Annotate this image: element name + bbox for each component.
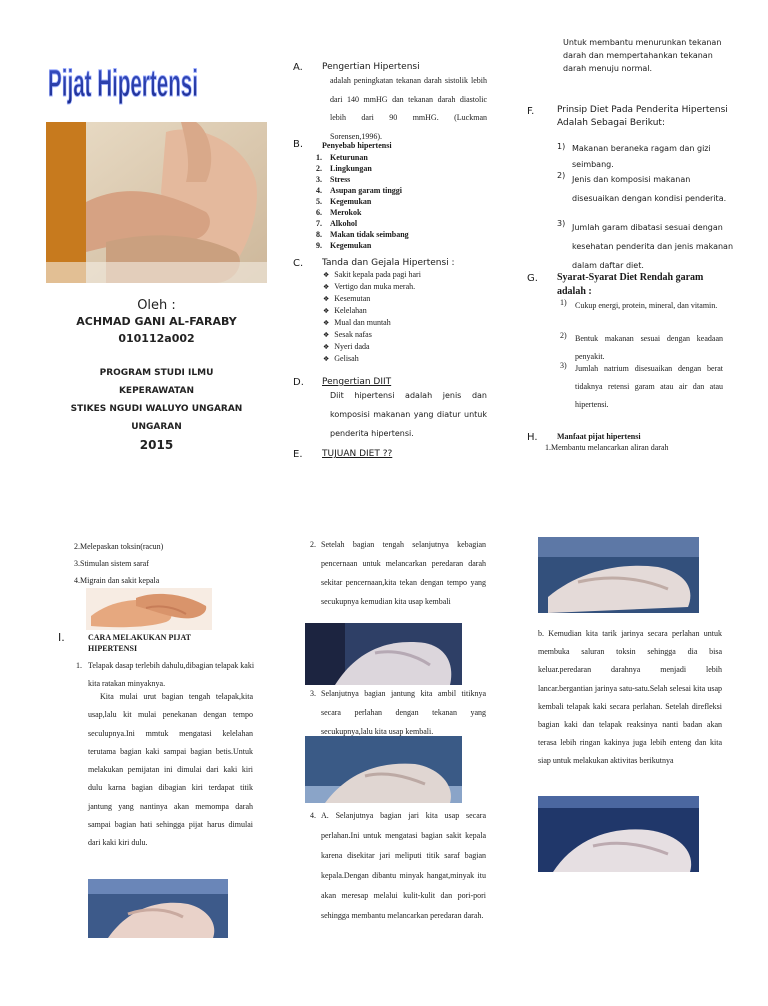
foot-photo-4 (538, 537, 699, 613)
list-item: 6. Merokok (316, 208, 362, 217)
oleh-label: Oleh : (137, 298, 176, 313)
list-item: 2) Bentuk makanan sesuai dengan keadaan penyakit. (560, 331, 723, 361)
list-item: 9. Kegemukan (316, 241, 372, 250)
list-item: 1) Cukup energi, protein, mineral, dan vitamin. (560, 298, 718, 310)
foot-photo-3 (305, 736, 462, 803)
list-item: ❖ Sakit kepala pada pagi hari (323, 269, 493, 281)
massage-step-b: b. Kemudian kita tarik jarinya secara perlahan untuk membuka saluran toksin sehingga dia bisa keluar.peredaran darahnya menjadi lebih lancar.bergantian jarinya satu-satu.Selah selesai kita usap kembali telapak kaki secara perlahan. Setelah direfleksi bagian kaki dan telapak reaksinya nanti badan akan terasa lebih ringan kakinya juga lebih enteng dan kita siap untuk melakukan aktivitas berikutnya (538, 629, 722, 766)
school-line1: STIKES NGUDI WALUYO UNGARAN (70, 404, 243, 414)
hand-massage-photo (86, 588, 212, 630)
section-d-heading: Pengertian DIIT (322, 377, 392, 387)
author-name: ACHMAD GANI AL-FARABY (76, 315, 237, 328)
list-item: 2) Jenis dan komposisi makanan disesuaikan dengan kondisi penderita. (557, 171, 727, 203)
list-item: ❖ Kelelahan (323, 305, 493, 317)
section-b-letter: B. (293, 139, 304, 150)
massage-step-1: 1. Telapak dasap terlebih dahulu,dibagian telapak kaki kita ratakan minyaknya. (76, 661, 255, 688)
section-e-letter: E. (293, 449, 303, 460)
list-item: 4. Asupan garam tinggi (316, 186, 403, 195)
benefit-item-1: 1.Membantu melancarkan aliran darah (545, 443, 669, 452)
cause-list (316, 152, 476, 251)
section-f-heading: Prinsip Diet Pada Penderita Hipertensi Adalah Sebagai Berikut: (557, 105, 728, 128)
author-nim: 010112a002 (118, 332, 195, 345)
symptom-list (323, 269, 493, 365)
list-item: ❖ Mual dan muntah (323, 317, 493, 329)
massage-step-4: 4. A. Selanjutnya bagian jari kita usap secara perlahan.Ini untuk mengatasi bagian sakit kepala karena disekitar jari meliputi titik saraf bagian kepala.Dengan dibantu minyak hangat,minyak itu akan meresap melalui kulit-kulit dan pori-pori sehingga membantu melancarkan peredaran darah. (310, 811, 486, 920)
section-i-letter: I. (58, 631, 65, 644)
list-item: ❖ Sesak nafas (323, 329, 493, 341)
program-line1: PROGRAM STUDI ILMU (99, 368, 214, 378)
massage-step-1-text: Kita mulai urut bagian tengah telapak,kita usap,lalu kit mulai penekanan dengan tempo seculupnya.Ini mmtuk mengatasi kelelahan terutama bagian kaki sampai bagian betis.Untuk melakukan pemijatan ini dimulai dari kaki kiri dulu karna bagian dibagian kiri terdapat titik jantung yang nantinya akan memompa darah sampai bagian hati sehingga pijat harus dimulai dari kaki kiri dulu. (88, 692, 253, 848)
section-a-text: adalah peningkatan tekanan darah sistolik lebih dari 140 mmHG dan tekanan darah diastolic lebih dari 90 mmHG. (Luckman Sorensen,1996). (330, 76, 487, 141)
foot-photo-2 (305, 623, 462, 685)
list-item: 3) Jumlah natrium disesuaikan dengan berat tidaknya retensi garam atau air dan atau hipertensi. (560, 361, 723, 409)
section-a-letter: A. (293, 62, 303, 73)
list-item: 2. Lingkungan (316, 164, 372, 173)
massage-step-2: 2. Setelah bagian tengah selanjutnya kebagian pencernaan untuk melancarkan peredaran darah sekitar pencernaan,kita tekan dengan tempo yang secukupnya kemudian kita usap kembali (310, 540, 486, 606)
list-item: 2.Melepaskan toksin(racun) (74, 542, 164, 551)
section-d-letter: D. (293, 377, 304, 388)
school-line2: UNGARAN (131, 422, 182, 432)
list-item: 3) Jumlah garam dibatasi sesuai dengan kesehatan penderita dan jenis makanan dalam daftar diet. (557, 219, 734, 270)
list-item: 5. Kegemukan (316, 197, 372, 206)
section-d-text: Diit hipertensi adalah jenis dan komposisi makanan yang diatur untuk penderita hipertensi. (330, 391, 487, 438)
section-c-heading: Tanda dan Gejala Hipertensi : (322, 258, 455, 268)
diet-purpose-text: Untuk membantu menurunkan tekanan darah dan mempertahankan tekanan darah menuju normal. (563, 38, 722, 73)
list-item: ❖ Vertigo dan muka merah. (323, 281, 493, 293)
list-item: 3. Stress (316, 175, 351, 184)
program-line2: KEPERAWATAN (118, 386, 195, 396)
section-b-heading: Penyebab hipertensi (322, 141, 392, 150)
list-item: 3.Stimulan sistem saraf (74, 559, 149, 568)
list-item: 7. Alkohol (316, 219, 358, 228)
section-e-heading: TUJUAN DIET ?? (322, 449, 393, 459)
section-f-letter: F. (527, 106, 535, 117)
requirement-list (560, 297, 723, 414)
section-i-heading: CARA MELAKUKAN PIJAT HIPERTENSI (88, 633, 191, 653)
list-item: 8. Makan tidak seimbang (316, 230, 409, 239)
foot-massage-photo (46, 122, 267, 283)
brochure-title (46, 50, 201, 106)
section-c-letter: C. (293, 258, 304, 269)
section-g-letter: G. (527, 273, 538, 284)
section-a-heading: Pengertian Hipertensi (322, 62, 420, 72)
list-item: ❖ Kesemutan (323, 293, 493, 305)
section-g-heading: Syarat-Syarat Diet Rendah garam adalah : (557, 272, 704, 297)
section-h-heading: Manfaat pijat hipertensi (557, 432, 641, 441)
title-text: Pijat Hipertensi (48, 63, 198, 105)
massage-step-3: 3. Selanjutnya bagian jantung kita ambil titiknya secara perlahan dengan tekanan yang secukupnya,lalu kita usap kembali. (310, 689, 486, 736)
foot-photo-5 (538, 796, 699, 872)
benefit-list-continued (74, 538, 244, 589)
list-item: ❖ Nyeri dada (323, 341, 493, 353)
principle-list (557, 141, 737, 275)
list-item: 1) Makanan beraneka ragam dan gizi seimbang. (557, 142, 711, 169)
foot-photo-1 (88, 879, 228, 938)
list-item: 1. Keturunan (316, 153, 368, 162)
author-block (46, 298, 267, 454)
year: 2015 (139, 438, 174, 452)
section-h-letter: H. (527, 432, 538, 443)
list-item: 4.Migrain dan sakit kepala (74, 576, 160, 585)
list-item: ❖ Gelisah (323, 353, 493, 365)
